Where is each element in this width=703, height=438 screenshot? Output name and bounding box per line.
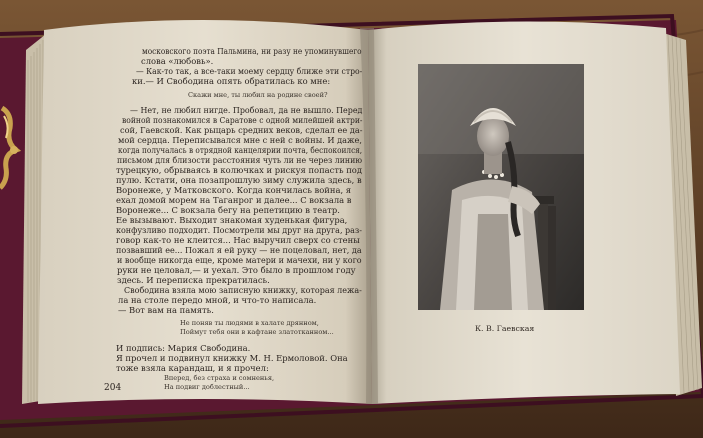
paragraph-line: позвавший ее... Пожал я ей руку — не поцеловал, нет, да <box>116 245 362 255</box>
paragraph-line: Воронеже... С вокзала бегу на репетицию в театр. <box>116 205 340 215</box>
verse-line: Вперед, без страха и сомненья, <box>164 374 275 382</box>
text-line: слова «любовь». <box>141 56 214 66</box>
paragraph-line: турецкую, обрываясь в колючках и рискуя попасть под <box>116 165 362 175</box>
photo-caption: К. В. Гаевская <box>475 324 535 333</box>
paragraph-line: руки не целовал,— и уехал. Это было в прошлом году <box>117 265 356 275</box>
paragraph-line: когда получалась в отрядной канцелярии почта, беспокоился, <box>118 145 363 155</box>
text-line: московского поэта Пальмина, ни разу не упоминувшего <box>142 46 362 56</box>
paragraph-line: Воронеже, у Матковского. Когда кончилась война, я <box>116 185 352 195</box>
paragraph-line: мой сердца. Переписывался мне с ней с войны. И даже, <box>118 135 362 145</box>
paragraph-line: Ее вызывают. Выходит знакомая худенькая фигура, <box>116 215 348 225</box>
verse-line: На подвиг доблестный... <box>164 383 250 391</box>
text-line: ки.— И Свободина опять обратилась ко мне: <box>132 76 331 86</box>
paragraph-line: Я прочел и подвинул книжку М. Н. Ермоловой. Она <box>116 353 348 363</box>
paragraph-line: — Нет, не любил нигде. Пробовал, да не вышло. Перед <box>130 105 363 115</box>
paragraph-line: тоже взяла карандаш, и я прочел: <box>116 363 269 373</box>
verse-line: Не поняв ты людями в халате дрянном, <box>180 319 319 327</box>
paragraph-line: конфузливо подходит. Посмотрели мы друг на друга, раз- <box>116 225 362 235</box>
text-line: — Как-то так, а все-таки моему сердцу ближе эти стро- <box>136 66 363 76</box>
verse-line: Поймут тебя они в кафтане златотканном... <box>180 328 334 336</box>
paragraph-line: говор как-то не клеится... Нас выручил сверх со стены <box>116 235 360 245</box>
paragraph-line: сой, Гаевской. Как рыцарь средних веков, сделал ее да- <box>120 125 363 135</box>
paragraph-line: И подпись: Мария Свободина. <box>116 343 251 353</box>
paragraph-line: пулю. Кстати, она позапрошлую зиму служила здесь, в <box>116 175 362 185</box>
paragraph-line: — Вот вам на память. <box>118 305 214 315</box>
paragraph-line: и вообще никогда еще, кроме матери и мачехи, ни у кого <box>117 255 362 265</box>
verse-line: Скажи мне, ты любил на родине своей? <box>188 91 328 99</box>
paragraph-line: Свободина взяла мою записную книжку, которая лежа- <box>124 285 362 295</box>
paragraph-line: ехал домой морем на Таганрог и далее... С вокзала в <box>116 195 352 205</box>
page-number: 204 <box>104 383 122 393</box>
paragraph-line: письмом для близости расстояния чуть ли не через линию <box>117 155 363 165</box>
paragraph-line: войной познакомился в Саратове с одной милейшей актри- <box>122 115 363 125</box>
paragraph-line: здесь. И переписка прекратилась. <box>117 275 270 285</box>
paragraph-line: ла на столе передо мной, и что-то написала. <box>118 295 317 305</box>
